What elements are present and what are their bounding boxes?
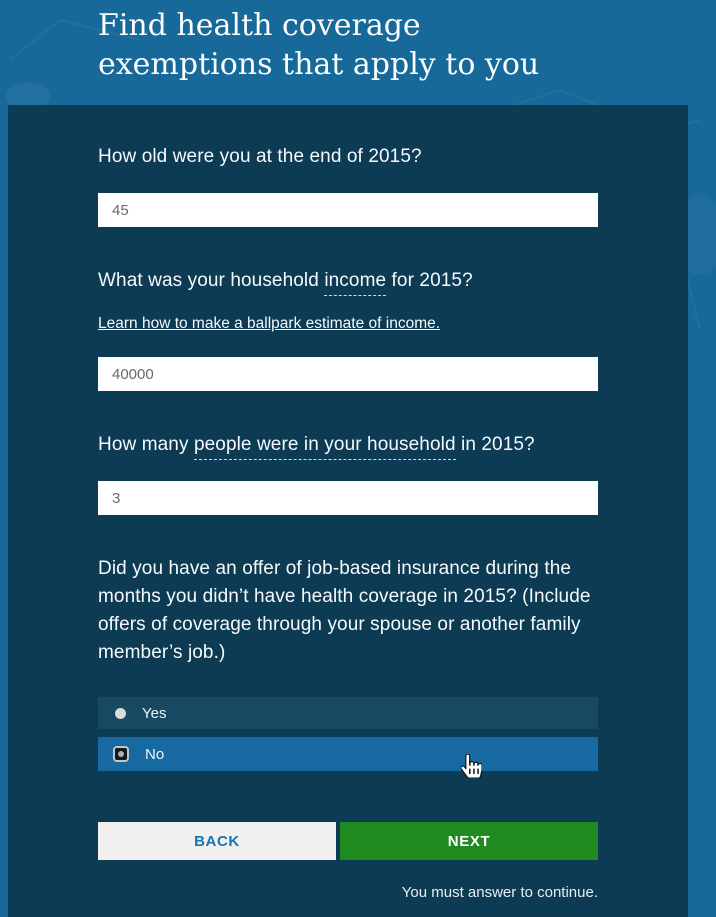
household-tooltip-term[interactable]: people were in your household [194, 434, 456, 460]
question-age: How old were you at the end of 2015? [98, 146, 422, 167]
form-content [98, 105, 598, 901]
question-income [98, 267, 598, 295]
income-tooltip-term[interactable]: income [324, 270, 386, 296]
radio-unselected-icon[interactable] [115, 708, 126, 719]
question-income-prefix: What was your household [98, 270, 325, 291]
radio-selected-icon[interactable] [113, 746, 129, 762]
question-job-insurance: Did you have an offer of job-based insurance during the months you didn’t have health coverage in 2015? (Include offers of coverage through your spouse or another family member’s job.) [98, 558, 591, 663]
age-input[interactable] [98, 193, 598, 227]
household-input[interactable] [98, 481, 598, 515]
question-income-suffix: for 2015? [386, 270, 473, 291]
button-row [98, 822, 598, 860]
radio-option-yes-label: Yes [142, 704, 167, 722]
radio-option-no-label: No [145, 745, 165, 763]
page-title [98, 6, 658, 84]
radio-option-yes[interactable] [98, 697, 598, 729]
question-household-suffix: in 2015? [455, 434, 535, 455]
form-panel [8, 105, 688, 917]
radio-dot [118, 751, 124, 757]
radio-option-no[interactable] [98, 737, 598, 771]
question-household-prefix: How many [98, 434, 194, 455]
next-button[interactable]: NEXT [340, 822, 598, 860]
back-button[interactable]: BACK [98, 822, 336, 860]
page-title-line1: Find health coverage [98, 8, 421, 43]
page-title-line2: exemptions that apply to you [98, 47, 540, 82]
footer-note: You must answer to continue. [401, 884, 598, 901]
ballpark-estimate-link[interactable]: Learn how to make a ballpark estimate of income. [98, 315, 441, 332]
income-input[interactable] [98, 357, 598, 391]
question-household [98, 431, 598, 459]
help-link-row [98, 313, 598, 335]
